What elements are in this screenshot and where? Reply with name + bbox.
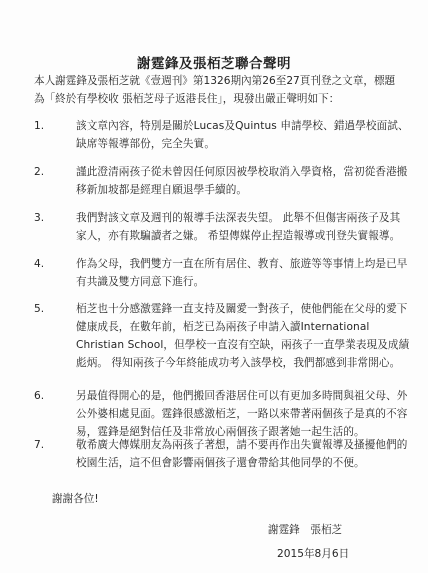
statement-item-7 xyxy=(34,436,410,472)
item-text: 敬希廣大傳媒朋友為兩孩子著想，請不要再作出失實報導及搔擾他們的校園生活，這不但會影響兩個孩子還會帶給其他同學的不便。 xyxy=(76,439,408,469)
statement-item-4 xyxy=(34,255,410,291)
item-number: 5. xyxy=(34,303,45,315)
item-text: 作為父母，我們雙方一直在所有居住、教育、旅遊等等事情上均是已早有共識及雙方同意下進行。 xyxy=(76,258,408,288)
statement-item-6 xyxy=(34,387,410,441)
item-text: 栢芝也十分感激霆鋒一直支持及關愛一對孩子，使他們能在父母的愛下健康成長，在數年前，栢芝已為兩孩子申請入讀International Christian School，但學校一直沒有空缺，兩孩子一直學業表現及成績彪炳。 得知兩孩子今年終能成功考入該學校，我們都感到非常開心。 xyxy=(76,303,410,369)
statement-item-5 xyxy=(34,300,410,372)
item-number: 6. xyxy=(34,390,45,402)
statement-item-2 xyxy=(34,163,410,199)
item-text: 另最值得開心的是，他們搬回香港居住可以有更加多時間與祖父母、外公外婆相處見面。霆鋒很感激栢芝，一路以來帶著兩個孩子是真的不容易，霆鋒是絕對信任及非常放心兩個孩子跟著她一起生活的。 xyxy=(76,390,408,438)
statement-date: 2015年8月6日 xyxy=(277,548,350,560)
item-text: 我們對該文章及週刊的報導手法深表失望。 此舉不但傷害兩孩子及其家人，亦有欺騙讀者之嫌。 希望傳媒停止捏造報導或刊登失實報導。 xyxy=(76,212,401,242)
statement-intro: 本人謝霆鋒及張栢芝就《壹週刊》第1326期內第26至27頁刊登之文章，標題為「終於有學校收 張栢芝母子返港長住」，現發出嚴正聲明如下： xyxy=(34,75,396,105)
item-number: 1. xyxy=(34,120,45,132)
statement-title: 謝霆鋒及張栢芝聯合聲明 xyxy=(137,56,291,72)
item-number: 3. xyxy=(34,212,45,224)
item-text: 該文章內容，特別是關於Lucas及Quintus 申請學校、錯過學校面試、缺席等報導部份，完全失實。 xyxy=(76,120,409,150)
statement-item-3 xyxy=(34,209,410,245)
thanks-line: 謝謝各位! xyxy=(52,493,99,505)
signatories: 謝霆鋒 張栢芝 xyxy=(268,524,343,536)
item-number: 4. xyxy=(34,258,45,270)
item-number: 7. xyxy=(34,439,45,451)
statement-item-1 xyxy=(34,117,410,153)
item-text: 謹此澄清兩孩子從未曾因任何原因被學校取消入學資格，當初從香港搬移新加坡都是經理自願退學手續的。 xyxy=(76,166,408,196)
item-number: 2. xyxy=(34,166,45,178)
